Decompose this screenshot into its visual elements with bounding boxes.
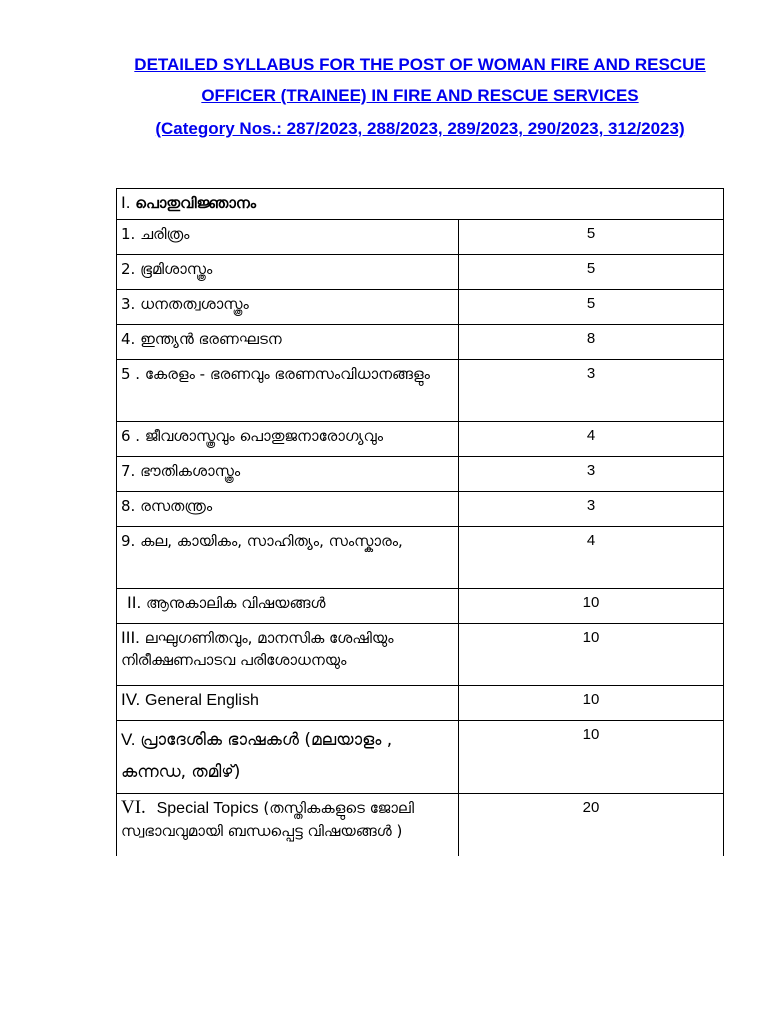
table-row (117, 527, 724, 589)
section-3-marks: 10 (459, 624, 724, 686)
topic-label: 4. ഇന്ത്യൻ ഭരണഘടന (117, 325, 459, 360)
table-row (117, 290, 724, 325)
table-row (117, 457, 724, 492)
section-3-roman: III. (121, 628, 140, 647)
section-header-row (117, 189, 724, 220)
table-row (117, 721, 724, 794)
topic-label: 5 . കേരളം - ഭരണവും ഭരണസംവിധാനങ്ങളും (117, 360, 459, 422)
section-6-marks: 20 (459, 794, 724, 856)
section-6-title-ml: (തസ്തികകളുടെ ജോലി സ്വഭാവവുമായി ബന്ധപ്പെട്ട വിഷയങ്ങൾ ) (121, 799, 414, 840)
table-row (117, 325, 724, 360)
topic-label: 9. കല, കായികം, സാഹിത്യം, സംസ്കാരം, (117, 527, 459, 589)
category-numbers: (Category Nos.: 287/2023, 288/2023, 289/2023, 290/2023, 312/2023) (155, 119, 685, 138)
section-5-marks: 10 (459, 721, 724, 794)
syllabus-title-line-2: OFFICER (TRAINEE) IN FIRE AND RESCUE SERVICES (201, 86, 639, 105)
section-5-cell (117, 721, 459, 794)
syllabus-table (116, 188, 724, 856)
section-6-title-en: Special Topics (156, 800, 259, 817)
section-2-cell (117, 589, 459, 624)
section-5-title: പ്രാദേശിക ഭാഷകൾ (മലയാളം , കന്നഡ, തമിഴ്) (121, 730, 393, 782)
table-row (117, 589, 724, 624)
table-row (117, 220, 724, 255)
topic-marks: 3 (459, 360, 724, 422)
topic-marks: 5 (459, 290, 724, 325)
section-5-roman: V. (121, 730, 136, 749)
section-1-roman: I. (121, 193, 131, 212)
table-row (117, 686, 724, 721)
section-2-title: ആനുകാലിക വിഷയങ്ങൾ (145, 594, 326, 612)
section-6-cell (117, 794, 459, 856)
section-4-roman: IV. (121, 690, 141, 709)
section-3-title: ലഘുഗണിതവും, മാനസിക ശേഷിയും നിരീക്ഷണപാടവ പരിശോധനയും (121, 629, 394, 669)
topic-marks: 5 (459, 255, 724, 290)
table-row (117, 624, 724, 686)
syllabus-title-line-1: DETAILED SYLLABUS FOR THE POST OF WOMAN FIRE AND RESCUE (134, 55, 706, 74)
section-3-cell (117, 624, 459, 686)
topic-label: 6 . ജീവശാസ്ത്രവും പൊതുജനാരോഗ്യവും (117, 422, 459, 457)
topic-label: 3. ധനതത്വശാസ്ത്രം (117, 290, 459, 325)
section-6-roman: VI. (121, 797, 146, 818)
section-4-cell (117, 686, 459, 721)
topic-marks: 3 (459, 492, 724, 527)
section-1-title-cell (117, 189, 724, 220)
section-2-roman: II. (127, 593, 142, 612)
topic-label: 2. ഭൂമിശാസ്ത്രം (117, 255, 459, 290)
topic-marks: 3 (459, 457, 724, 492)
section-1-title: പൊതുവിജ്ഞാനം (135, 194, 257, 212)
section-2-marks: 10 (459, 589, 724, 624)
section-4-title: General English (145, 692, 259, 709)
table-row (117, 255, 724, 290)
table-row (117, 492, 724, 527)
topic-label: 8. രസതന്ത്രം (117, 492, 459, 527)
topic-label: 1. ചരിത്രം (117, 220, 459, 255)
topic-marks: 4 (459, 527, 724, 589)
topic-marks: 5 (459, 220, 724, 255)
table-row (117, 794, 724, 856)
topic-marks: 8 (459, 325, 724, 360)
table-row (117, 360, 724, 422)
topic-label: 7. ഭൗതികശാസ്ത്രം (117, 457, 459, 492)
topic-marks: 4 (459, 422, 724, 457)
section-4-marks: 10 (459, 686, 724, 721)
table-row (117, 422, 724, 457)
